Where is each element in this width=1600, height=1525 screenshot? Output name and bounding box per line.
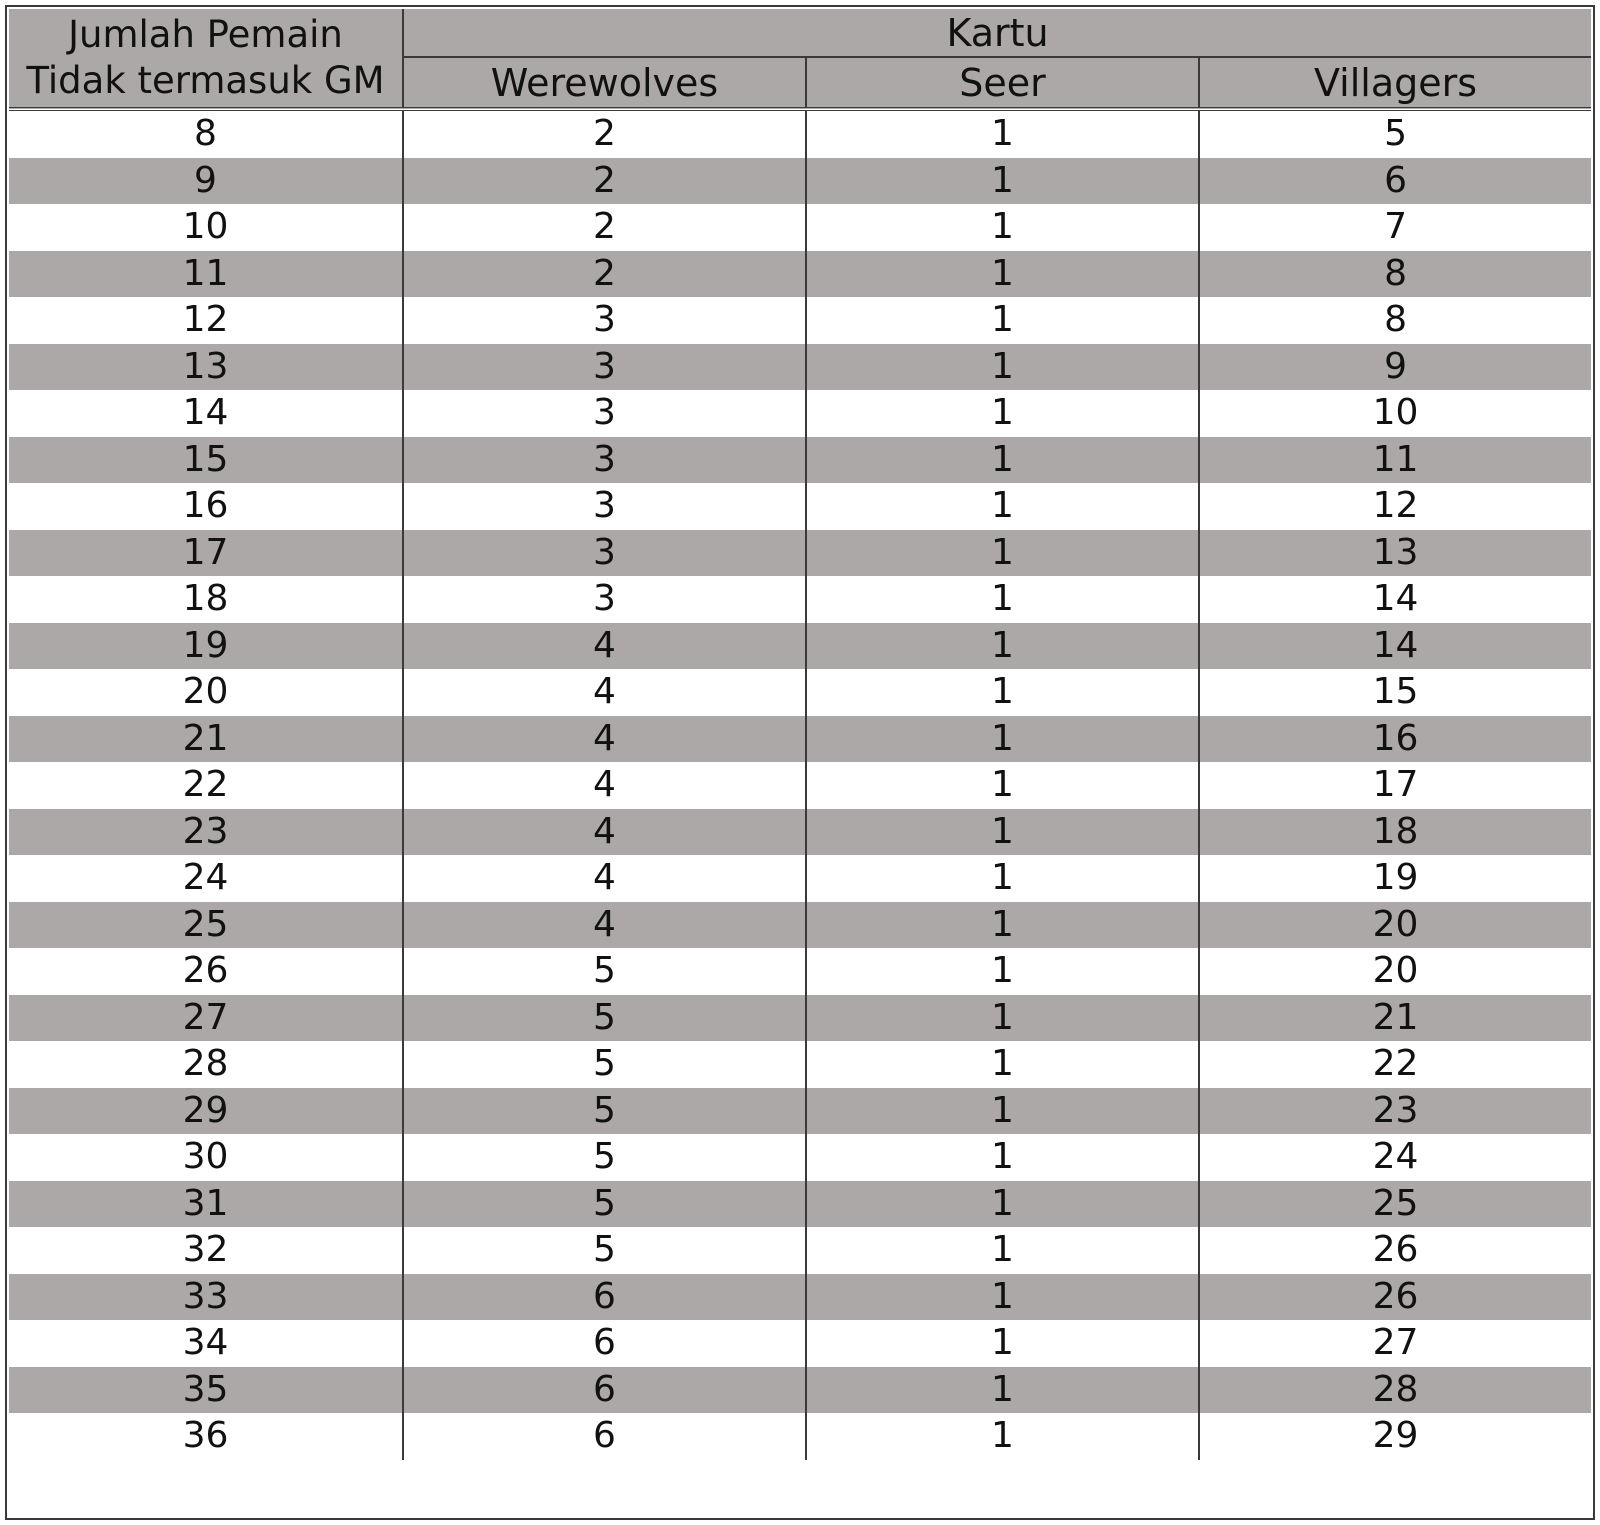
werewolves-cell: 3 — [403, 297, 806, 344]
table-row — [9, 158, 1591, 205]
werewolves-cell: 6 — [403, 1274, 806, 1321]
table-row — [9, 1134, 1591, 1181]
table-row — [9, 344, 1591, 391]
table-row — [9, 762, 1591, 809]
villagers-column-header: Villagers — [1199, 57, 1591, 109]
werewolves-cell: 5 — [403, 1134, 806, 1181]
werewolves-cell: 2 — [403, 109, 806, 158]
seer-cell: 1 — [806, 344, 1199, 391]
table-row — [9, 390, 1591, 437]
villagers-cell: 11 — [1199, 437, 1591, 484]
players-cell: 8 — [9, 109, 403, 158]
table-header — [9, 9, 1591, 109]
seer-cell: 1 — [806, 948, 1199, 995]
villagers-cell: 29 — [1199, 1413, 1591, 1460]
werewolves-cell: 2 — [403, 251, 806, 298]
players-cell: 15 — [9, 437, 403, 484]
players-cell: 22 — [9, 762, 403, 809]
seer-cell: 1 — [806, 437, 1199, 484]
seer-cell: 1 — [806, 158, 1199, 205]
villagers-cell: 16 — [1199, 716, 1591, 763]
table-row — [9, 1227, 1591, 1274]
seer-cell: 1 — [806, 669, 1199, 716]
werewolves-cell: 5 — [403, 995, 806, 1042]
seer-cell: 1 — [806, 297, 1199, 344]
villagers-cell: 26 — [1199, 1227, 1591, 1274]
werewolves-cell: 5 — [403, 1088, 806, 1135]
villagers-cell: 17 — [1199, 762, 1591, 809]
players-cell: 11 — [9, 251, 403, 298]
werewolves-cell: 3 — [403, 344, 806, 391]
werewolves-cell: 2 — [403, 158, 806, 205]
players-cell: 24 — [9, 855, 403, 902]
villagers-cell: 8 — [1199, 297, 1591, 344]
villagers-cell: 28 — [1199, 1367, 1591, 1414]
table-row — [9, 1088, 1591, 1135]
table-row — [9, 669, 1591, 716]
table-row — [9, 483, 1591, 530]
villagers-cell: 18 — [1199, 809, 1591, 856]
table-row — [9, 251, 1591, 298]
werewolves-cell: 5 — [403, 948, 806, 995]
players-cell: 13 — [9, 344, 403, 391]
players-cell: 33 — [9, 1274, 403, 1321]
seer-cell: 1 — [806, 623, 1199, 670]
werewolves-column-header: Werewolves — [403, 57, 806, 109]
werewolves-cell: 4 — [403, 623, 806, 670]
table-row — [9, 1367, 1591, 1414]
werewolves-cell: 5 — [403, 1181, 806, 1228]
werewolves-cell: 5 — [403, 1227, 806, 1274]
seer-cell: 1 — [806, 1274, 1199, 1321]
players-cell: 35 — [9, 1367, 403, 1414]
seer-cell: 1 — [806, 716, 1199, 763]
table-row — [9, 1320, 1591, 1367]
seer-cell: 1 — [806, 762, 1199, 809]
werewolves-cell: 5 — [403, 1041, 806, 1088]
villagers-cell: 10 — [1199, 390, 1591, 437]
seer-cell: 1 — [806, 1413, 1199, 1460]
werewolves-cell: 6 — [403, 1413, 806, 1460]
players-cell: 20 — [9, 669, 403, 716]
seer-cell: 1 — [806, 483, 1199, 530]
villagers-cell: 23 — [1199, 1088, 1591, 1135]
players-header-line2: Tidak termasuk GM — [26, 59, 385, 102]
villagers-cell: 13 — [1199, 530, 1591, 577]
villagers-cell: 27 — [1199, 1320, 1591, 1367]
players-cell: 23 — [9, 809, 403, 856]
table-row — [9, 1274, 1591, 1321]
players-cell: 31 — [9, 1181, 403, 1228]
werewolves-cell: 4 — [403, 855, 806, 902]
table-row — [9, 1413, 1591, 1460]
seer-cell: 1 — [806, 855, 1199, 902]
villagers-cell: 6 — [1199, 158, 1591, 205]
players-cell: 10 — [9, 204, 403, 251]
players-cell: 18 — [9, 576, 403, 623]
seer-cell: 1 — [806, 1320, 1199, 1367]
table-row — [9, 109, 1591, 158]
werewolves-cell: 6 — [403, 1320, 806, 1367]
table-row — [9, 623, 1591, 670]
villagers-cell: 19 — [1199, 855, 1591, 902]
villagers-cell: 14 — [1199, 576, 1591, 623]
players-cell: 14 — [9, 390, 403, 437]
werewolves-cell: 4 — [403, 669, 806, 716]
seer-cell: 1 — [806, 1134, 1199, 1181]
table-row — [9, 902, 1591, 949]
villagers-cell: 8 — [1199, 251, 1591, 298]
villagers-cell: 14 — [1199, 623, 1591, 670]
werewolves-cell: 3 — [403, 483, 806, 530]
player-card-table — [9, 9, 1591, 1460]
table-row — [9, 1041, 1591, 1088]
werewolves-cell: 3 — [403, 530, 806, 577]
table-frame — [5, 5, 1595, 1520]
werewolves-cell: 4 — [403, 902, 806, 949]
players-cell: 25 — [9, 902, 403, 949]
seer-cell: 1 — [806, 902, 1199, 949]
seer-cell: 1 — [806, 390, 1199, 437]
cards-group-header: Kartu — [403, 9, 1591, 57]
seer-cell: 1 — [806, 1088, 1199, 1135]
seer-column-header: Seer — [806, 57, 1199, 109]
seer-cell: 1 — [806, 809, 1199, 856]
table-row — [9, 297, 1591, 344]
players-cell: 21 — [9, 716, 403, 763]
table-row — [9, 437, 1591, 484]
seer-cell: 1 — [806, 1181, 1199, 1228]
villagers-cell: 26 — [1199, 1274, 1591, 1321]
werewolves-cell: 2 — [403, 204, 806, 251]
seer-cell: 1 — [806, 1041, 1199, 1088]
players-cell: 28 — [9, 1041, 403, 1088]
table-row — [9, 809, 1591, 856]
villagers-cell: 22 — [1199, 1041, 1591, 1088]
table-row — [9, 530, 1591, 577]
players-cell: 26 — [9, 948, 403, 995]
villagers-cell: 7 — [1199, 204, 1591, 251]
players-cell: 34 — [9, 1320, 403, 1367]
seer-cell: 1 — [806, 1367, 1199, 1414]
players-cell: 19 — [9, 623, 403, 670]
villagers-cell: 9 — [1199, 344, 1591, 391]
table-row — [9, 855, 1591, 902]
table-row — [9, 716, 1591, 763]
players-cell: 17 — [9, 530, 403, 577]
table-row — [9, 576, 1591, 623]
villagers-cell: 20 — [1199, 902, 1591, 949]
table-row — [9, 948, 1591, 995]
seer-cell: 1 — [806, 995, 1199, 1042]
seer-cell: 1 — [806, 530, 1199, 577]
players-cell: 36 — [9, 1413, 403, 1460]
villagers-cell: 5 — [1199, 109, 1591, 158]
seer-cell: 1 — [806, 251, 1199, 298]
villagers-cell: 24 — [1199, 1134, 1591, 1181]
players-cell: 32 — [9, 1227, 403, 1274]
players-cell: 27 — [9, 995, 403, 1042]
players-cell: 16 — [9, 483, 403, 530]
players-header-line1: Jumlah Pemain — [68, 13, 343, 56]
werewolves-cell: 3 — [403, 390, 806, 437]
table-row — [9, 995, 1591, 1042]
players-column-header — [9, 9, 403, 109]
table-row — [9, 204, 1591, 251]
table-row — [9, 1181, 1591, 1228]
players-cell: 12 — [9, 297, 403, 344]
villagers-cell: 15 — [1199, 669, 1591, 716]
seer-cell: 1 — [806, 576, 1199, 623]
seer-cell: 1 — [806, 204, 1199, 251]
villagers-cell: 12 — [1199, 483, 1591, 530]
werewolves-cell: 4 — [403, 762, 806, 809]
werewolves-cell: 6 — [403, 1367, 806, 1414]
villagers-cell: 21 — [1199, 995, 1591, 1042]
players-cell: 9 — [9, 158, 403, 205]
villagers-cell: 25 — [1199, 1181, 1591, 1228]
players-cell: 29 — [9, 1088, 403, 1135]
seer-cell: 1 — [806, 109, 1199, 158]
table-body — [9, 109, 1591, 1460]
werewolves-cell: 4 — [403, 809, 806, 856]
seer-cell: 1 — [806, 1227, 1199, 1274]
villagers-cell: 20 — [1199, 948, 1591, 995]
werewolves-cell: 3 — [403, 576, 806, 623]
werewolves-cell: 3 — [403, 437, 806, 484]
players-cell: 30 — [9, 1134, 403, 1181]
werewolves-cell: 4 — [403, 716, 806, 763]
